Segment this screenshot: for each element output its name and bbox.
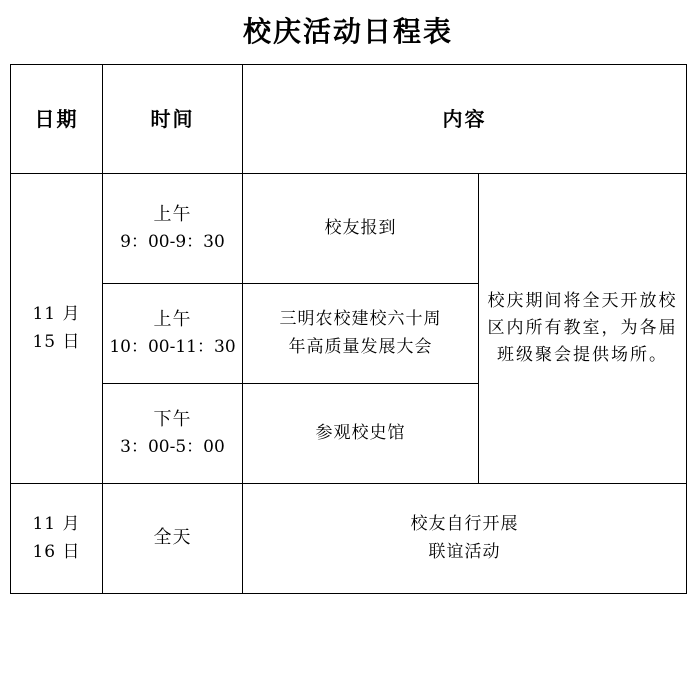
time-label: 下午 (153, 408, 192, 430)
date-line-1: 11 月 (32, 514, 81, 535)
document-page (0, 10, 696, 684)
content-line-2: 联谊活动 (428, 541, 501, 562)
time-range: 9：00-9：30 (120, 232, 225, 253)
time-label: 全天 (153, 527, 192, 549)
content-line-1: 三明农校建校六十周 (279, 309, 442, 330)
time-range: 10：00-11：30 (109, 337, 236, 358)
date-line-2: 16 日 (32, 541, 81, 562)
date-line-1: 11 月 (32, 304, 81, 325)
time-range: 3：00-5：00 (120, 437, 225, 458)
content-cell-row-3: 参观校史馆 (243, 384, 479, 484)
time-cell-row-1 (103, 174, 243, 284)
time-cell-row-2 (103, 284, 243, 384)
content-line-1: 校友自行开展 (410, 514, 519, 535)
column-header-content: 内容 (243, 65, 687, 174)
content-cell-row-1: 校友报到 (243, 174, 479, 284)
date-cell-nov-16 (11, 484, 103, 594)
time-cell-row-4 (103, 484, 243, 594)
time-label: 上午 (153, 308, 192, 330)
table-row (11, 484, 687, 594)
time-label: 上午 (153, 203, 192, 225)
table-header-row (11, 65, 687, 174)
content-cell-row-2 (243, 284, 479, 384)
schedule-table (10, 64, 687, 594)
note-cell: 校庆期间将全天开放校区内所有教室，为各届班级聚会提供场所。 (479, 174, 687, 484)
date-line-2: 15 日 (32, 331, 81, 352)
column-header-time: 时间 (103, 65, 243, 174)
time-cell-row-3 (103, 384, 243, 484)
date-cell-nov-15 (11, 174, 103, 484)
page-title: 校庆活动日程表 (242, 15, 453, 48)
content-line-2: 年高质量发展大会 (288, 336, 433, 357)
column-header-date: 日期 (11, 65, 103, 174)
content-cell-row-4 (243, 484, 687, 594)
table-row (11, 174, 687, 284)
